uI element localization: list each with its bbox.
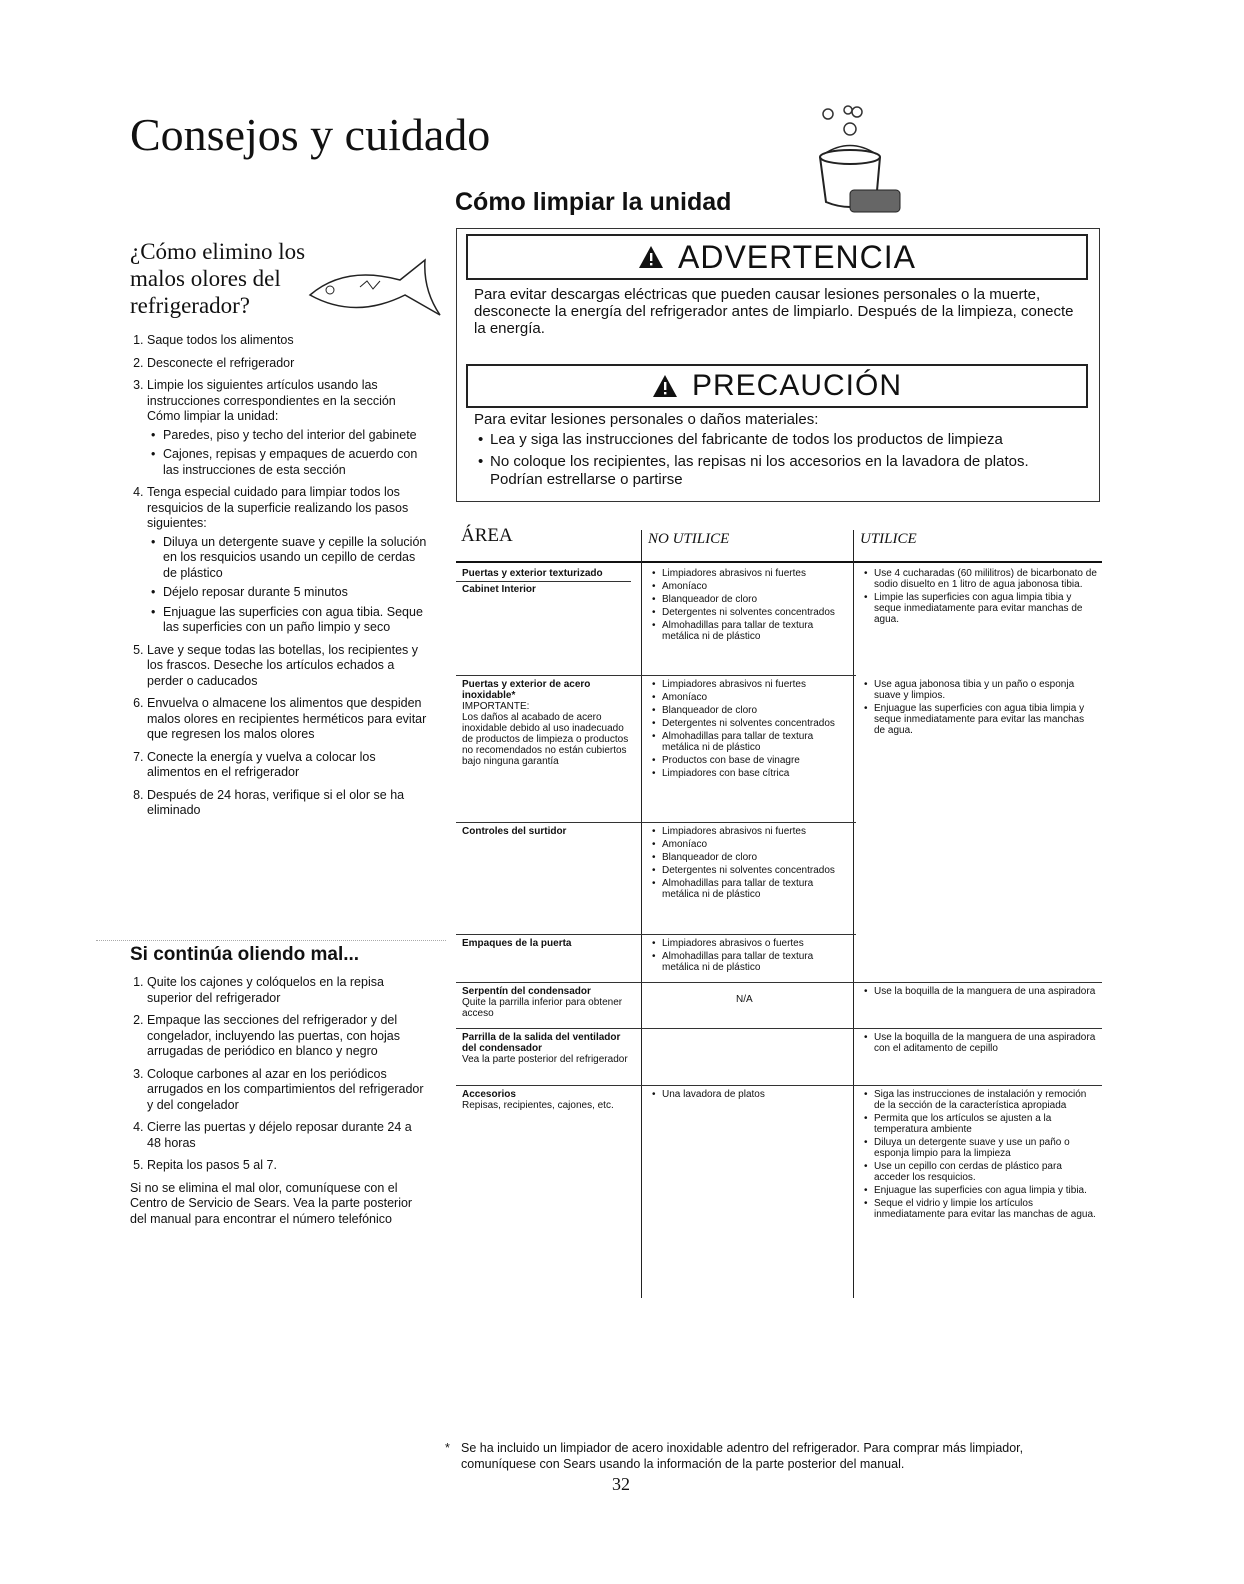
warning-text: Para evitar descargas eléctricas que pueden causar lesiones personales o la muerte, desconecte la energía del refrigerador antes de limpiarlo. Después de la limpieza, conecte la energía.: [474, 286, 1074, 337]
divider: [456, 675, 856, 676]
footnote: * Se ha incluido un limpiador de acero inoxidable adentro del refrigerador. Para comprar más limpiador, comuníquese con Sears usando la información de la parte posterior del manual.: [445, 1441, 1024, 1471]
table-cell-use: • Siga las instrucciones de instalación y remoción de la sección de la característica apropiada • Permita que los artículos se ajusten a la temperatura ambiente • Diluya un detergente suave y use un paño o esponja limpio para la limpieza • Use un cepillo con cerdas de plástico para acceder los resquicios. • Enjuague las superficies con agua limpia y tibia. • Seque el vidrio y limpie los artículos inmediatamente para evitar las manchas de agua.: [862, 1089, 1098, 1222]
table-cell-do-not-use: • Una lavadora de platos: [650, 1089, 845, 1102]
table-row: Parrilla de la salida del ventilador del condensador Vea la parte posterior del refrigerador: [462, 1032, 628, 1065]
list-item: 1. Saque todos los alimentos: [147, 333, 428, 349]
table-cell-do-not-use: • Limpiadores abrasivos ni fuertes • Amoníaco • Blanqueador de cloro • Detergentes ni solventes concentrados • Almohadillas para tallar de textura metálica ni de plástico: [650, 568, 845, 644]
list-item: • Paredes, piso y techo del interior del gabinete: [163, 428, 428, 444]
table-cell-do-not-use: • Limpiadores abrasivos o fuertes • Almohadillas para tallar de textura metálica ni de plástico: [650, 938, 845, 975]
divider: [456, 1085, 1102, 1086]
section-subtitle: Cómo limpiar la unidad: [455, 188, 732, 216]
column-header-do-not-use: NO UTILICE: [648, 531, 730, 547]
column-header-use: UTILICE: [860, 531, 917, 547]
divider: [96, 940, 446, 941]
list-item: 3. Coloque carbones al azar en los periódicos arrugados en los compartimientos del refrigerador y del congelador: [147, 1067, 428, 1114]
divider: [853, 530, 854, 1298]
warning-triangle-icon: [638, 245, 664, 269]
table-row: Serpentín del condensador Quite la parrilla inferior para obtener acceso: [462, 986, 623, 1019]
table-row: Puertas y exterior texturizado Cabinet Interior: [462, 568, 632, 595]
bucket-icon: [810, 102, 910, 217]
table-row: Puertas y exterior de acero inoxidable* IMPORTANTE: Los daños al acabado de acero inoxidable debido al uso inadecuado de productos de limpieza o productos no recomendados no están cubiertos bajo ninguna garantía: [462, 679, 629, 767]
list-item: • Déjelo reposar durante 5 minutos: [163, 585, 428, 601]
list-item: • Lea y siga las instrucciones del fabricante de todos los productos de limpieza: [490, 431, 1084, 449]
divider: [456, 1028, 1102, 1029]
list-item: • Cajones, repisas y empaques de acuerdo con las instrucciones de esta sección: [163, 447, 428, 478]
divider: [456, 822, 856, 823]
list-item: 6. Envuelva o almacene los alimentos que despiden malos olores en recipientes herméticos para evitar que regresen los malos olores: [147, 696, 428, 743]
divider: [641, 530, 642, 1298]
still-smells-heading: Si continúa oliendo mal...: [130, 944, 360, 965]
odor-steps: [130, 333, 428, 826]
caution-text: [474, 411, 1084, 493]
list-item: • Diluya un detergente suave y cepille la solución en los resquicios usando un cepillo de cerdas de plástico: [163, 535, 428, 582]
divider: [456, 561, 1102, 563]
page-title: Consejos y cuidado: [130, 109, 491, 160]
table-cell-use: • Use 4 cucharadas (60 mililitros) de bicarbonato de sodio disuelto en 1 litro de agua jabonosa tibia. • Limpie las superficies con agua limpia tibia y seque inmediatamente para evitar manchas de agua.: [862, 568, 1098, 627]
table-row: Empaques de la puerta: [462, 938, 572, 949]
list-item: • Enjuague las superficies con agua tibia. Seque las superficies con un paño limpio y seco: [163, 605, 428, 636]
list-item: 5. Lave y seque todas las botellas, los recipientes y los frascos. Deseche los artículos echados a perder o caducados: [147, 643, 428, 690]
list-item: 5. Repita los pasos 5 al 7.: [147, 1158, 428, 1174]
warning-triangle-icon: [652, 374, 678, 398]
odor-question-heading: ¿Cómo elimino los malos olores del refrigerador?: [130, 239, 306, 318]
list-item: 2. Empaque las secciones del refrigerador y del congelador, incluyendo las puertas, con hojas arrugadas de periódico en blanco y negro: [147, 1013, 428, 1060]
column-header-area: ÁREA: [461, 525, 513, 546]
table-row: Accesorios Repisas, recipientes, cajones, etc.: [462, 1089, 614, 1111]
still-smells-steps: [130, 975, 428, 1227]
caution-intro: Para evitar lesiones personales o daños materiales:: [474, 411, 819, 428]
list-item: 1. Quite los cajones y colóquelos en la repisa superior del refrigerador: [147, 975, 428, 1006]
table-cell-use: • Use agua jabonosa tibia y un paño o esponja suave y limpios. • Enjuague las superficies con agua tibia limpia y seque inmediatamente para evitar las manchas de agua.: [862, 679, 1098, 738]
list-item: 4. Cierre las puertas y déjelo reposar durante 24 a 48 horas: [147, 1120, 428, 1151]
divider: [456, 982, 1102, 983]
table-cell-do-not-use: • Limpiadores abrasivos ni fuertes • Amoníaco • Blanqueador de cloro • Detergentes ni solventes concentrados • Almohadillas para tallar de textura metálica ni de plástico • Productos con base de vinagre • Limpiadores con base cítrica: [650, 679, 845, 781]
table-cell-use: • Use la boquilla de la manguera de una aspiradora con el aditamento de cepillo: [862, 1032, 1098, 1056]
caution-header: [466, 364, 1088, 408]
list-item: 2. Desconecte el refrigerador: [147, 356, 428, 372]
caution-title: PRECAUCIÓN: [691, 369, 903, 402]
table-row: Controles del surtidor: [462, 826, 567, 837]
warning-title: ADVERTENCIA: [677, 238, 916, 275]
table-cell-do-not-use: N/A: [736, 994, 753, 1005]
list-item: 8. Después de 24 horas, verifique si el olor se ha eliminado: [147, 788, 428, 819]
list-item: 7. Conecte la energía y vuelva a colocar los alimentos en el refrigerador: [147, 750, 428, 781]
table-cell-do-not-use: • Limpiadores abrasivos ni fuertes • Amoníaco • Blanqueador de cloro • Detergentes ni solventes concentrados • Almohadillas para tallar de textura metálica ni de plástico: [650, 826, 845, 902]
closing-note: Si no se elimina el mal olor, comuníquese con el Centro de Servicio de Sears. Vea la parte posterior del manual para encontrar el número telefónico: [130, 1180, 413, 1226]
divider: [456, 934, 856, 935]
table-cell-use: • Use la boquilla de la manguera de una aspiradora: [862, 986, 1098, 999]
list-item: 3. Limpie los siguientes artículos usando las instrucciones correspondientes en la sección Cómo limpiar la unidad: • Paredes, piso y techo del interior del gabinete • Cajones, repisas y empaques de acuerdo con las instrucciones de esta sección: [147, 378, 428, 478]
fish-icon: [305, 245, 445, 325]
warning-header: [466, 234, 1088, 280]
page-number: 32: [612, 1474, 630, 1494]
asterisk: *: [445, 1441, 450, 1455]
list-item: 4. Tenga especial cuidado para limpiar todos los resquicios de la superficie realizando los pasos siguientes: • Diluya un detergente suave y cepille la solución en los resquicios usando un cepillo de cerdas de plástico • Déjelo reposar durante 5 minutos • Enjuague las superficies con agua tibia. Seque las superficies con un paño limpio y seco: [147, 485, 428, 636]
list-item: • No coloque los recipientes, las repisas ni los accesorios en la lavadora de platos. Podrían estrellarse o partirse: [490, 453, 1084, 489]
